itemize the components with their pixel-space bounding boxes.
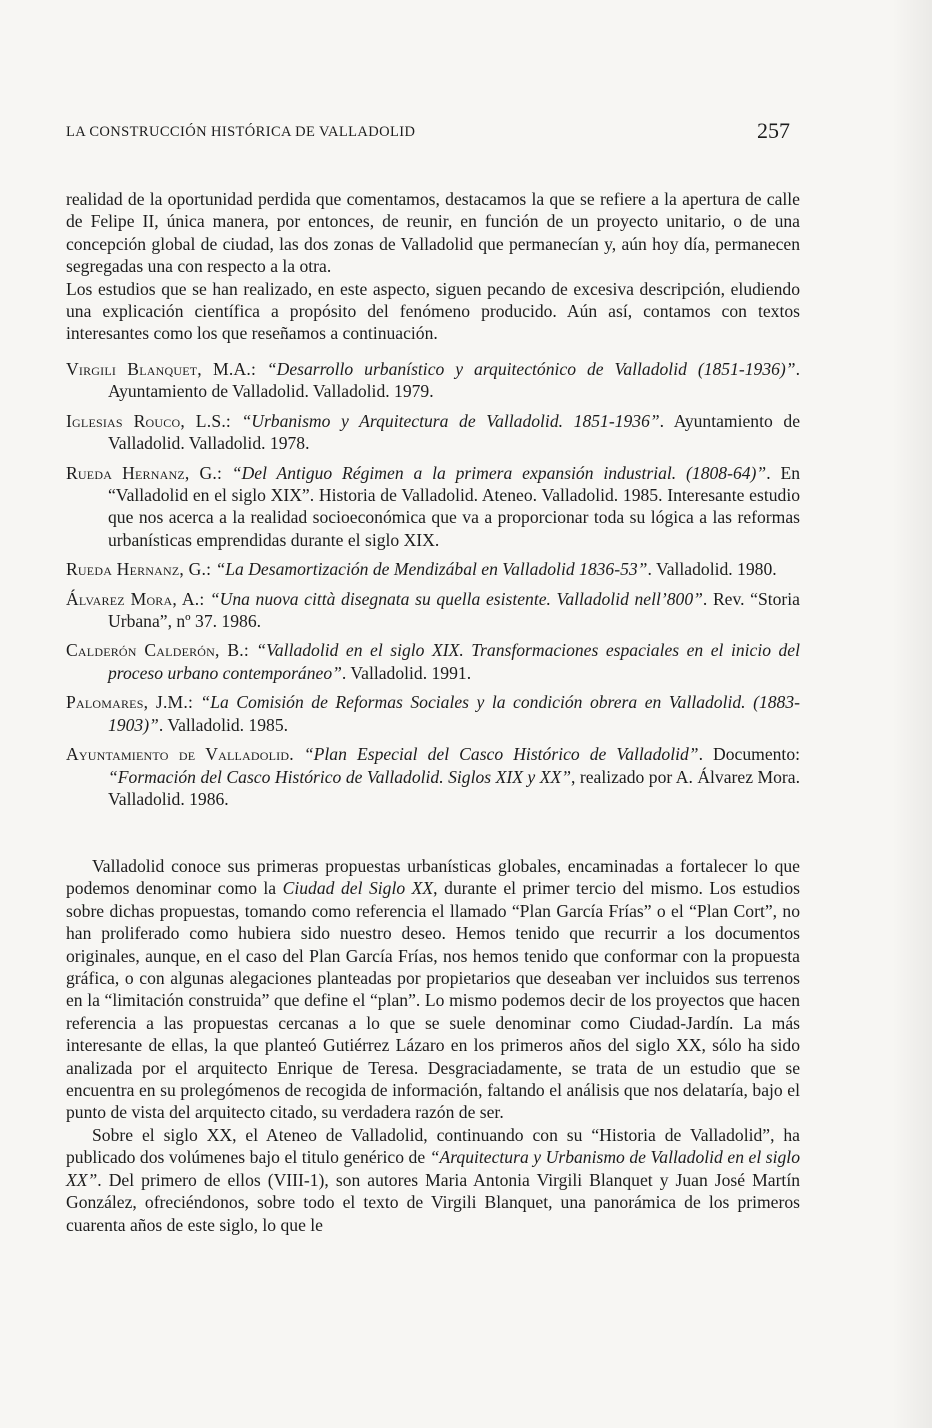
- reference-author: Ayuntamiento de Valladolid.: [66, 744, 294, 765]
- body-section: [66, 855, 800, 1236]
- reference-item: Rueda Hernanz, G.: “Del Antiguo Régimen a la primera expansión industrial. (1808-64)”. En “Valladolid en el siglo XIX”. Historia de Valladolid. Ateneo. Valladolid. 1985. Interesante estudio que nos acerca a la realidad socioeconómica que va a proporcionar toda su lógica a las reformas urbanísticas emprendidas durante el siglo XIX.: [66, 462, 800, 550]
- reference-item: Calderón Calderón, B.: “Valladolid en el siglo XIX. Transformaciones espaciales en el inicio del proceso urbano contemporáneo”. Valladolid. 1991.: [66, 640, 801, 683]
- reference-title: “Valladolid en el siglo XIX. Transformaciones espaciales en el inicio del proceso urbano contemporáneo”: [108, 640, 801, 683]
- reference-author: Rueda Hernanz, G.: [66, 462, 218, 483]
- reference-item: Virgili Blanquet, M.A.: “Desarrollo urbanístico y arquitectónico de Valladolid (1851-1936)”. Ayuntamiento de Valladolid. Valladolid. 1979.: [66, 359, 800, 402]
- reference-details: . Valladolid. 1985.: [158, 714, 289, 735]
- reference-title: “La Comisión de Reformas Sociales y la condición obrera en Valladolid. (1883-1903)”: [108, 692, 801, 735]
- reference-details: , realizado por A. Álvarez Mora. Valladolid. 1986.: [108, 766, 800, 809]
- reference-details: . Ayuntamiento de Valladolid. Valladolid. 1978.: [108, 410, 801, 454]
- reference-list: [66, 358, 800, 817]
- body-text-run: Sobre el siglo XX, el Ateneo de Valladolid, continuando con su “Historia de Valladolid”, ha publicado dos volúmenes bajo el titulo genérico de: [66, 1124, 800, 1168]
- reference-item: Rueda Hernanz, G.: “La Desamortización de Mendizábal en Valladolid 1836-53”. Valladolid. 1980.: [66, 559, 777, 580]
- reference-title: “Desarrollo urbanístico y arquitectónico de Valladolid (1851-1936)”: [266, 359, 796, 379]
- reference-author: Palomares, J.M.: [66, 692, 188, 713]
- body-paragraph-2: [66, 1124, 800, 1236]
- body-text-run: . Del primero de ellos (VIII-1), son autores Maria Antonia Virgili Blanquet y Juan José Martín González, ofreciéndonos, sobre todo el texto de Virgili Blanquet, una panorámica de los primeros cuarenta años de este siglo, lo que le: [66, 1169, 800, 1235]
- reference-author: Rueda Hernanz, G.: [66, 559, 207, 580]
- reference-connector: . Documento:: [698, 744, 800, 765]
- intro-paragraph-2: Los estudios que se han realizado, en este aspecto, siguen pecando de excesiva descripción, eludiendo una explicación científica a propósito del fenómeno producido. Aún así, contamos con textos interesantes como los que reseñamos a continuación.: [66, 278, 800, 344]
- reference-title: “Urbanismo y Arquitectura de Valladolid. 1851-1936”: [241, 410, 660, 431]
- reference-subtitle: “Formación del Casco Histórico de Valladolid. Siglos XIX y XX”: [108, 766, 571, 787]
- reference-item: Palomares, J.M.: “La Comisión de Reformas Sociales y la condición obrera en Valladolid. (1883-1903)”. Valladolid. 1985.: [66, 692, 801, 735]
- reference-author: Virgili Blanquet, M.A.: [66, 359, 251, 379]
- reference-title: “Del Antiguo Régimen a la primera expansión industrial. (1808-64)”: [231, 462, 767, 483]
- reference-details: . Valladolid. 1980.: [647, 559, 777, 580]
- reference-title: “La Desamortización de Mendizábal en Valladolid 1836-53”: [215, 559, 648, 580]
- intro-paragraph-1: realidad de la oportunidad perdida que comentamos, destacamos la que se refiere a la apertura de calle de Felipe II, única manera, por entonces, de reunir, en función de un proyecto unitario, o de una concepción global de ciudad, las dos zonas de Valladolid que permanecían y, aún hoy día, permanecen segregadas una con respecto a la otra.: [66, 189, 800, 277]
- reference-item: Álvarez Mora, A.: “Una nuova città disegnata su quella esistente. Valladolid nell’800”. Rev. “Storia Urbana”, nº 37. 1986.: [66, 588, 800, 632]
- reference-title: “Una nuova città disegnata su quella esistente. Valladolid nell’800”: [209, 588, 703, 609]
- page-number: 257: [757, 118, 790, 143]
- body-paragraph-1: [66, 855, 800, 1124]
- running-head: LA CONSTRUCCIÓN HISTÓRICA DE VALLADOLID: [66, 124, 416, 140]
- reference-details: . Ayuntamiento de Valladolid. Valladolid. 1979.: [108, 359, 800, 402]
- reference-item: [66, 743, 800, 810]
- page-header: [66, 118, 790, 148]
- reference-details: . En “Valladolid en el siglo XIX”. Historia de Valladolid. Ateneo. Valladolid. 1985. Interesante estudio que nos acerca a la realidad socioeconómica que va a proporcionar toda su lógica a las reformas urbanísticas emprendidas durante el siglo XIX.: [108, 462, 800, 550]
- intro-section: [66, 188, 800, 345]
- reference-item: Iglesias Rouco, L.S.: “Urbanismo y Arquitectura de Valladolid. 1851-1936”. Ayuntamiento de Valladolid. Valladolid. 1978.: [66, 410, 801, 454]
- body-text-run: Valladolid conoce sus primeras propuestas urbanísticas globales, encaminadas a fortalecer lo que podemos denominar como la: [66, 856, 800, 899]
- body-emphasis: “Arquitectura y Urbanismo de Valladolid en el siglo XX”: [66, 1147, 800, 1190]
- reference-author: Álvarez Mora, A.: [66, 588, 200, 609]
- reference-details: . Valladolid. 1991.: [341, 662, 472, 683]
- reference-author: Iglesias Rouco, L.S.: [66, 410, 226, 431]
- reference-title: “Plan Especial del Casco Histórico de Valladolid”: [303, 744, 699, 765]
- body-text-run: , durante el primer tercio del mismo. Los estudios sobre dichas propuestas, tomando como referencia el llamado “Plan García Frías” o el “Plan Cort”, no han proliferado como hubiera sido nuestro deseo. Hemos tenido que recurrir a los documentos originales, aunque, en el caso del Plan García Frías, nos hemos tenido que conformar con la propuesta gráfica, o con algunas alegaciones planteadas por propietarios que deseaban ver incluidos sus terrenos en la “limitación construida” que define el “plan”. Lo mismo podemos decir de los proyectos que hacen referencia a las propuestas cercanas a lo que se suele denominar como Ciudad-Jardín. La más interesante de ellas, la que planteó Gutiérrez Lázaro en los primeros años del siglo XX, sólo ha sido analizada por el arquitecto Enrique de Teresa. Desgraciadamente, se trata de un estudio que se encuentra en su prolegómenos de recogida de información, faltando el análisis que nos delataría, bajo el punto de vista del arquitecto citado, su verdadera razón de ser.: [66, 878, 800, 1123]
- body-emphasis: Ciudad del Siglo XX: [282, 878, 434, 899]
- reference-details: . Rev. “Storia Urbana”, nº 37. 1986.: [108, 588, 800, 632]
- reference-author: Calderón Calderón, B.: [66, 640, 244, 661]
- page-edge-shadow: [892, 0, 932, 1428]
